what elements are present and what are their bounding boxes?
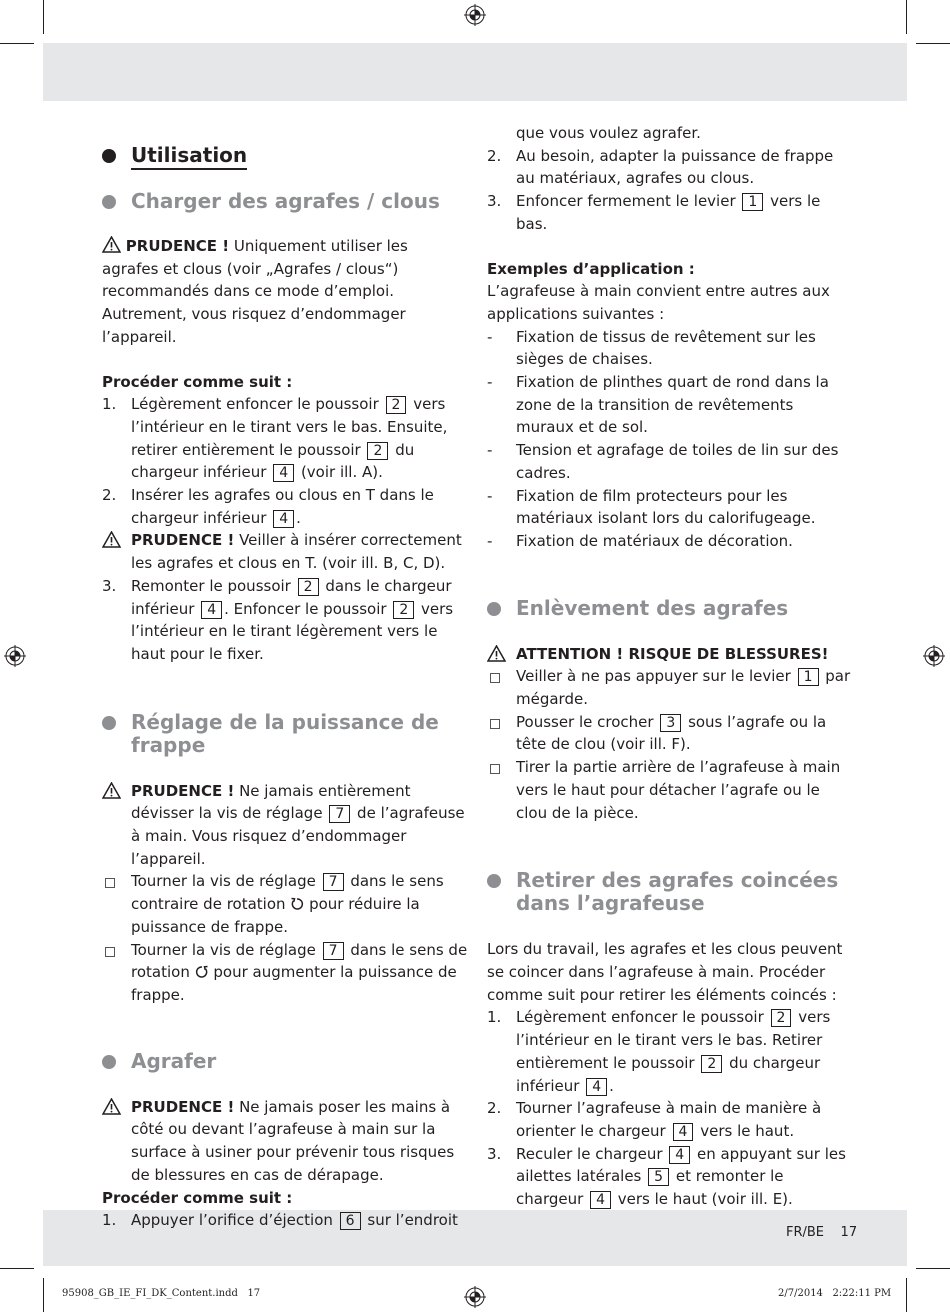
right-column [487, 122, 853, 1211]
checkbox-bullet [490, 719, 500, 729]
warning-triangle-icon [102, 1098, 121, 1115]
procedure-title: Procéder comme suit : [102, 1188, 293, 1207]
part-number-badge: 7 [323, 942, 344, 960]
section-title-retirer: Retirer des agrafes coincées dans l’agrafeuse [487, 869, 853, 915]
crop-mark [43, 1278, 44, 1312]
registration-mark-icon [464, 1286, 486, 1308]
list-item: - Fixation de matériaux de décoration. [487, 531, 793, 550]
list-item: - Fixation de tissus de revêtement sur les sièges de chaises. [487, 327, 816, 369]
part-number-badge: 5 [648, 1168, 669, 1186]
list-item: Tourner la vis de réglage 7 dans le sens de rotation pour augmenter la puissance de frappe. [102, 939, 468, 1007]
list-item-continued: que vous voulez agrafer. [516, 124, 701, 142]
part-number-badge: 4 [673, 1123, 694, 1141]
checkbox-bullet [105, 878, 115, 888]
heading-bullet [102, 149, 116, 163]
heading-bullet [487, 874, 501, 888]
part-number-badge: 2 [771, 1009, 792, 1027]
part-number-badge: 2 [367, 442, 388, 460]
part-number-badge: 4 [201, 601, 222, 619]
registration-mark-icon [464, 4, 486, 26]
part-number-badge: 2 [298, 578, 319, 596]
section-title-charger: Charger des agrafes / clous [102, 190, 468, 213]
attention-item: ATTENTION ! RISQUE DE BLESSURES! [487, 643, 853, 666]
heading-bullet [487, 602, 501, 616]
warning-triangle-icon [102, 531, 121, 548]
warning-triangle-icon [102, 236, 121, 253]
list-item: Tirer la partie arrière de l’agrafeuse à main vers le haut pour détacher l’agrafe ou le clou de la pièce. [487, 756, 853, 824]
part-number-badge: 2 [393, 601, 414, 619]
list-item: 3. Enfoncer fermement le levier 1 vers le bas. [487, 192, 821, 233]
caution-item: PRUDENCE ! Ne jamais entièrement dévisser la vis de réglage 7 de l’agrafeuse à main. Vous risquez d’endommager l’appareil. [102, 780, 468, 871]
list-item: Pousser le crocher 3 sous l’agrafe ou la tête de clou (voir ill. F). [487, 711, 853, 756]
crop-mark [0, 43, 34, 44]
caution-item: PRUDENCE ! Veiller à insérer correctement les agrafes et clous en T. (voir ill. B, C, D). [102, 529, 468, 574]
part-number-badge: 4 [590, 1191, 611, 1209]
list-item: 2. Insérer les agrafes ou clous en T dans le chargeur inférieur 4 . [102, 486, 434, 527]
crop-mark [916, 43, 950, 44]
rotate-counterclockwise-icon [290, 897, 304, 911]
page-number: FR/BE 17 [786, 1225, 858, 1240]
examples-intro: L’agrafeuse à main convient entre autres aux applications suivantes : [487, 282, 830, 323]
list-item: 1. Légèrement enfoncer le poussoir 2 vers l’intérieur en le tirant vers le bas. Ensuite, retirer entièrement le poussoir 2 du chargeur inférieur 4 (voir ill. A). [102, 395, 448, 482]
part-number-badge: 4 [273, 510, 294, 528]
section-title-agrafer: Agrafer [102, 1050, 468, 1073]
heading-bullet [102, 716, 116, 730]
slug-timestamp: 2/7/2014 2:22:11 PM [778, 1288, 892, 1299]
part-number-badge: 6 [340, 1212, 361, 1230]
list-item: 1. Appuyer l’orifice d’éjection 6 sur l’endroit [102, 1211, 458, 1230]
list-item: - Tension et agrafage de toiles de lin sur des cadres. [487, 441, 839, 482]
checkbox-bullet [105, 947, 115, 957]
list-item: - Fixation de plinthes quart de rond dans la zone de la transition de revêtements muraux et de sol. [487, 373, 829, 437]
crop-mark [916, 1268, 950, 1269]
rotate-clockwise-icon [195, 965, 209, 979]
header-band [43, 43, 907, 101]
part-number-badge: 4 [273, 464, 294, 482]
registration-mark-icon [923, 645, 945, 667]
list-item: 1. Légèrement enfoncer le poussoir 2 vers l’intérieur en le tirant vers le bas. Retirer entièrement le poussoir 2 du chargeur inférieur 4 . [487, 1008, 831, 1095]
procedure-title: Procéder comme suit : [102, 372, 293, 391]
slug-filename: 95908_GB_IE_FI_DK_Content.indd 17 [62, 1288, 261, 1299]
heading-bullet [102, 1055, 116, 1069]
part-number-badge: 4 [586, 1078, 607, 1096]
part-number-badge: 2 [701, 1055, 722, 1073]
section-title-enlevement: Enlèvement des agrafes [487, 597, 853, 620]
part-number-badge: 4 [669, 1146, 690, 1164]
caution-paragraph: PRUDENCE ! Uniquement utiliser les agrafes et clous (voir „Agrafes / clous“) recommandés dans ce mode d’emploi. Autrement, vous risquez d’endommager l’appareil. [102, 237, 408, 346]
checkbox-bullet [490, 673, 500, 683]
retirer-intro: Lors du travail, les agrafes et les clous peuvent se coincer dans l’agrafeuse à main. Procéder comme suit pour retirer les éléments coincés : [487, 940, 843, 1004]
crop-mark [906, 1278, 907, 1312]
list-item: Tourner la vis de réglage 7 dans le sens contraire de rotation pour réduire la puissance de frappe. [102, 870, 468, 938]
part-number-badge: 3 [660, 714, 681, 732]
section-title-utilisation: Utilisation [102, 144, 468, 167]
crop-mark [906, 0, 907, 34]
section-title-reglage: Réglage de la puissance de frappe [102, 711, 468, 757]
examples-title: Exemples d’application : [487, 259, 695, 278]
registration-mark-icon [4, 645, 26, 667]
warning-triangle-icon [487, 645, 506, 662]
list-item: 2. Au besoin, adapter la puissance de frappe au matériaux, agrafes ou clous. [487, 146, 834, 188]
part-number-badge: 1 [798, 668, 819, 686]
warning-triangle-icon [102, 782, 121, 799]
part-number-badge: 2 [386, 396, 407, 414]
list-item: 2. Tourner l’agrafeuse à main de manière à orienter le chargeur 4 vers le haut. [487, 1099, 822, 1140]
list-item: 3. Reculer le chargeur 4 en appuyant sur les ailettes latérales 5 et remonter le chargeur 4 vers le haut (voir ill. E). [487, 1144, 846, 1209]
caution-item: PRUDENCE ! Ne jamais poser les mains à côté ou devant l’agrafeuse à main sur la surface à usiner pour prévenir tous risques de blessures en cas de dérapage. [102, 1096, 468, 1187]
part-number-badge: 1 [742, 193, 763, 211]
list-item: - Fixation de film protecteurs pour les matériaux isolant lors du calorifugeage. [487, 486, 816, 528]
part-number-badge: 7 [323, 873, 344, 891]
left-column [102, 118, 468, 1232]
crop-mark [0, 1268, 34, 1269]
checkbox-bullet [490, 764, 500, 774]
list-item: Veiller à ne pas appuyer sur le levier 1 par mégarde. [487, 665, 853, 710]
crop-mark [43, 0, 44, 34]
part-number-badge: 7 [329, 805, 350, 823]
list-item: 3. Remonter le poussoir 2 dans le chargeur inférieur 4 . Enfoncer le poussoir 2 vers l’intérieur en le tirant légèrement vers le haut pour le fixer. [102, 576, 454, 663]
heading-bullet [102, 195, 116, 209]
